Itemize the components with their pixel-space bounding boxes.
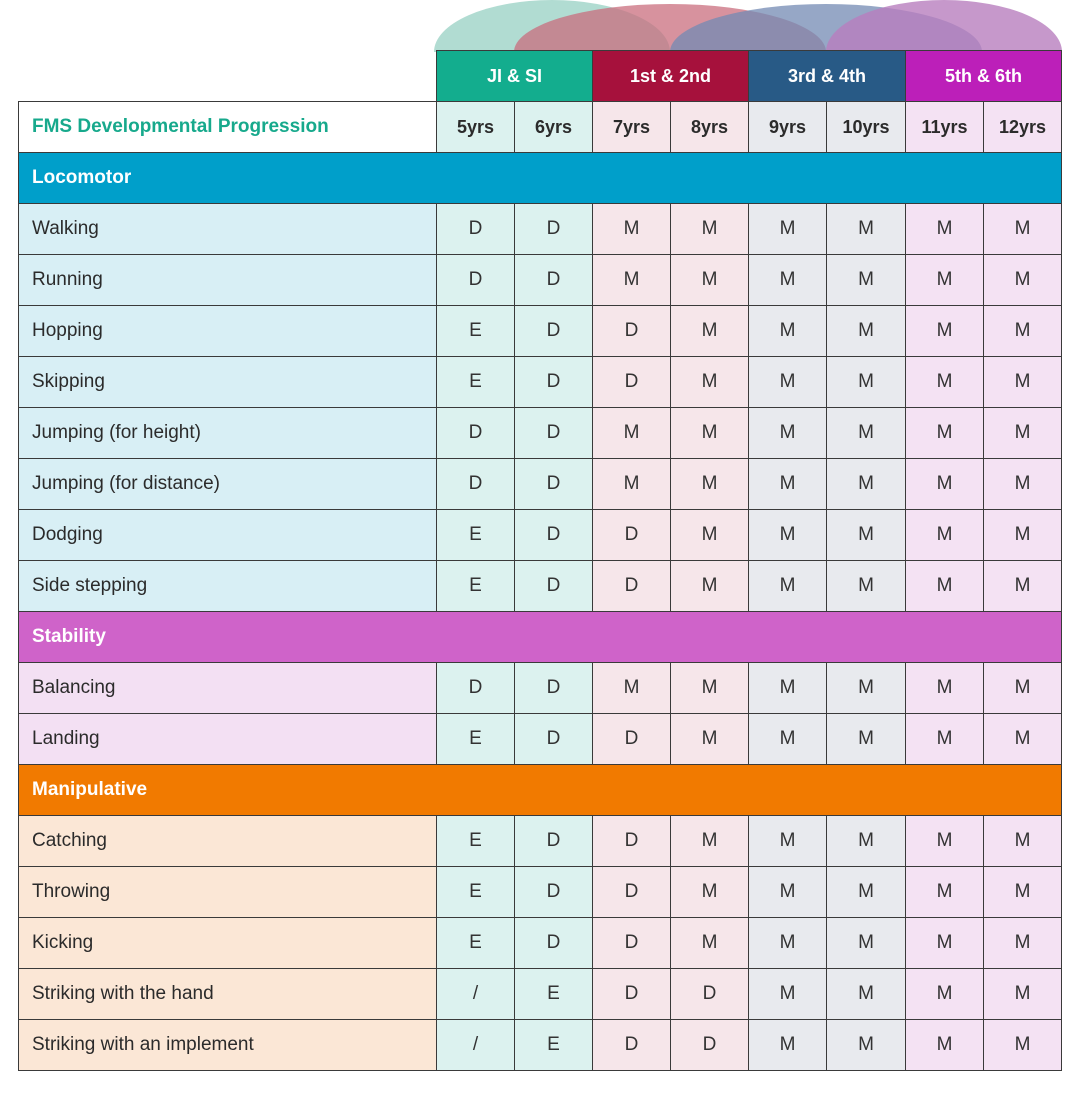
- stage-cell: M: [984, 663, 1062, 714]
- stage-cell: D: [515, 918, 593, 969]
- stage-cell: M: [984, 867, 1062, 918]
- age-header: 7yrs: [593, 102, 671, 153]
- stage-cell: D: [515, 306, 593, 357]
- stage-cell: M: [749, 306, 827, 357]
- stage-cell: E: [437, 816, 515, 867]
- stage-cell: M: [906, 816, 984, 867]
- skill-name: Running: [19, 255, 437, 306]
- stage-cell: M: [827, 663, 906, 714]
- table-row: [19, 816, 1062, 867]
- stage-cell: M: [593, 204, 671, 255]
- stage-cell: M: [749, 510, 827, 561]
- skill-name: Skipping: [19, 357, 437, 408]
- stage-cell: D: [437, 663, 515, 714]
- table-row: [19, 408, 1062, 459]
- category-row: [19, 612, 1062, 663]
- skill-name: Side stepping: [19, 561, 437, 612]
- stage-cell: M: [671, 510, 749, 561]
- stage-cell: M: [906, 459, 984, 510]
- skill-name: Jumping (for height): [19, 408, 437, 459]
- group-header: 3rd & 4th: [749, 51, 906, 102]
- stage-cell: M: [749, 1020, 827, 1071]
- skill-name: Dodging: [19, 510, 437, 561]
- stage-cell: M: [984, 969, 1062, 1020]
- stage-cell: D: [515, 714, 593, 765]
- stage-cell: D: [593, 1020, 671, 1071]
- table-row: [19, 459, 1062, 510]
- stage-cell: M: [749, 255, 827, 306]
- stage-cell: M: [749, 357, 827, 408]
- stage-cell: M: [827, 816, 906, 867]
- stage-cell: D: [515, 663, 593, 714]
- category-row: [19, 153, 1062, 204]
- stage-cell: M: [906, 918, 984, 969]
- skill-name: Balancing: [19, 663, 437, 714]
- stage-cell: D: [437, 255, 515, 306]
- stage-cell: D: [515, 561, 593, 612]
- stage-cell: M: [671, 867, 749, 918]
- table-row: [19, 204, 1062, 255]
- stage-cell: E: [437, 561, 515, 612]
- stage-cell: D: [437, 459, 515, 510]
- decorative-arcs: [0, 0, 1074, 52]
- stage-cell: M: [984, 408, 1062, 459]
- stage-cell: D: [593, 306, 671, 357]
- stage-cell: M: [906, 969, 984, 1020]
- table-row: [19, 714, 1062, 765]
- table-row: [19, 1020, 1062, 1071]
- stage-cell: M: [984, 561, 1062, 612]
- stage-cell: M: [984, 255, 1062, 306]
- stage-cell: M: [827, 561, 906, 612]
- stage-cell: M: [593, 408, 671, 459]
- stage-cell: M: [671, 561, 749, 612]
- age-header-row: [19, 102, 1062, 153]
- stage-cell: M: [906, 357, 984, 408]
- stage-cell: M: [906, 1020, 984, 1071]
- stage-cell: M: [827, 510, 906, 561]
- stage-cell: D: [515, 255, 593, 306]
- stage-cell: D: [437, 408, 515, 459]
- stage-cell: M: [671, 816, 749, 867]
- stage-cell: M: [984, 918, 1062, 969]
- stage-cell: D: [515, 816, 593, 867]
- stage-cell: E: [515, 969, 593, 1020]
- stage-cell: E: [437, 306, 515, 357]
- stage-cell: M: [984, 306, 1062, 357]
- skill-name: Kicking: [19, 918, 437, 969]
- stage-cell: M: [749, 561, 827, 612]
- blank-corner: [19, 51, 437, 102]
- group-header: 5th & 6th: [906, 51, 1062, 102]
- table-row: [19, 867, 1062, 918]
- age-header: 10yrs: [827, 102, 906, 153]
- stage-cell: D: [515, 357, 593, 408]
- table-row: [19, 510, 1062, 561]
- table-row: [19, 255, 1062, 306]
- stage-cell: M: [671, 459, 749, 510]
- group-header-row: [19, 51, 1062, 102]
- stage-cell: D: [515, 459, 593, 510]
- skill-name: Hopping: [19, 306, 437, 357]
- stage-cell: D: [593, 816, 671, 867]
- table-row: [19, 918, 1062, 969]
- stage-cell: D: [593, 561, 671, 612]
- stage-cell: M: [906, 204, 984, 255]
- stage-cell: M: [827, 357, 906, 408]
- stage-cell: M: [749, 204, 827, 255]
- stage-cell: D: [515, 510, 593, 561]
- skill-name: Throwing: [19, 867, 437, 918]
- age-header: 8yrs: [671, 102, 749, 153]
- age-header: 6yrs: [515, 102, 593, 153]
- stage-cell: M: [827, 459, 906, 510]
- stage-cell: D: [515, 408, 593, 459]
- table-row: [19, 969, 1062, 1020]
- stage-cell: M: [671, 357, 749, 408]
- stage-cell: D: [593, 714, 671, 765]
- stage-cell: M: [749, 408, 827, 459]
- stage-cell: E: [515, 1020, 593, 1071]
- stage-cell: D: [671, 1020, 749, 1071]
- stage-cell: E: [437, 918, 515, 969]
- stage-cell: M: [671, 663, 749, 714]
- stage-cell: M: [984, 357, 1062, 408]
- age-header: 12yrs: [984, 102, 1062, 153]
- category-label: Manipulative: [19, 765, 1062, 816]
- stage-cell: M: [906, 510, 984, 561]
- stage-cell: M: [827, 1020, 906, 1071]
- stage-cell: D: [671, 969, 749, 1020]
- stage-cell: E: [437, 867, 515, 918]
- fms-progression-table: [18, 50, 1062, 1071]
- category-row: [19, 765, 1062, 816]
- stage-cell: M: [906, 561, 984, 612]
- group-header: 1st & 2nd: [593, 51, 749, 102]
- table-title: FMS Developmental Progression: [19, 102, 437, 153]
- stage-cell: M: [906, 306, 984, 357]
- skill-name: Walking: [19, 204, 437, 255]
- stage-cell: M: [749, 714, 827, 765]
- skill-name: Catching: [19, 816, 437, 867]
- stage-cell: E: [437, 714, 515, 765]
- stage-cell: M: [827, 918, 906, 969]
- stage-cell: M: [827, 204, 906, 255]
- stage-cell: D: [593, 969, 671, 1020]
- skill-name: Striking with an implement: [19, 1020, 437, 1071]
- stage-cell: M: [671, 714, 749, 765]
- stage-cell: M: [827, 306, 906, 357]
- stage-cell: M: [984, 459, 1062, 510]
- stage-cell: M: [593, 663, 671, 714]
- age-header: 5yrs: [437, 102, 515, 153]
- stage-cell: M: [827, 867, 906, 918]
- stage-cell: M: [906, 255, 984, 306]
- table-row: [19, 561, 1062, 612]
- stage-cell: M: [671, 204, 749, 255]
- stage-cell: M: [984, 204, 1062, 255]
- stage-cell: M: [984, 510, 1062, 561]
- skill-name: Striking with the hand: [19, 969, 437, 1020]
- stage-cell: M: [749, 459, 827, 510]
- stage-cell: M: [906, 867, 984, 918]
- stage-cell: M: [671, 306, 749, 357]
- stage-cell: M: [593, 255, 671, 306]
- stage-cell: E: [437, 510, 515, 561]
- stage-cell: D: [593, 357, 671, 408]
- table-row: [19, 357, 1062, 408]
- stage-cell: M: [671, 408, 749, 459]
- table-row: [19, 663, 1062, 714]
- stage-cell: M: [593, 459, 671, 510]
- stage-cell: D: [437, 204, 515, 255]
- stage-cell: M: [749, 816, 827, 867]
- age-header: 11yrs: [906, 102, 984, 153]
- stage-cell: M: [749, 969, 827, 1020]
- stage-cell: M: [749, 867, 827, 918]
- stage-cell: D: [593, 510, 671, 561]
- stage-cell: M: [827, 714, 906, 765]
- stage-cell: D: [593, 918, 671, 969]
- stage-cell: M: [984, 714, 1062, 765]
- stage-cell: M: [749, 918, 827, 969]
- stage-cell: M: [671, 255, 749, 306]
- stage-cell: M: [906, 714, 984, 765]
- group-header: JI & SI: [437, 51, 593, 102]
- skill-name: Landing: [19, 714, 437, 765]
- stage-cell: M: [749, 663, 827, 714]
- stage-cell: M: [827, 408, 906, 459]
- stage-cell: M: [984, 816, 1062, 867]
- category-label: Stability: [19, 612, 1062, 663]
- stage-cell: D: [515, 867, 593, 918]
- table-row: [19, 306, 1062, 357]
- skill-name: Jumping (for distance): [19, 459, 437, 510]
- stage-cell: /: [437, 969, 515, 1020]
- category-label: Locomotor: [19, 153, 1062, 204]
- age-header: 9yrs: [749, 102, 827, 153]
- stage-cell: M: [827, 969, 906, 1020]
- stage-cell: D: [593, 867, 671, 918]
- stage-cell: E: [437, 357, 515, 408]
- stage-cell: M: [906, 663, 984, 714]
- stage-cell: M: [906, 408, 984, 459]
- stage-cell: /: [437, 1020, 515, 1071]
- stage-cell: M: [984, 1020, 1062, 1071]
- stage-cell: D: [515, 204, 593, 255]
- stage-cell: M: [827, 255, 906, 306]
- stage-cell: M: [671, 918, 749, 969]
